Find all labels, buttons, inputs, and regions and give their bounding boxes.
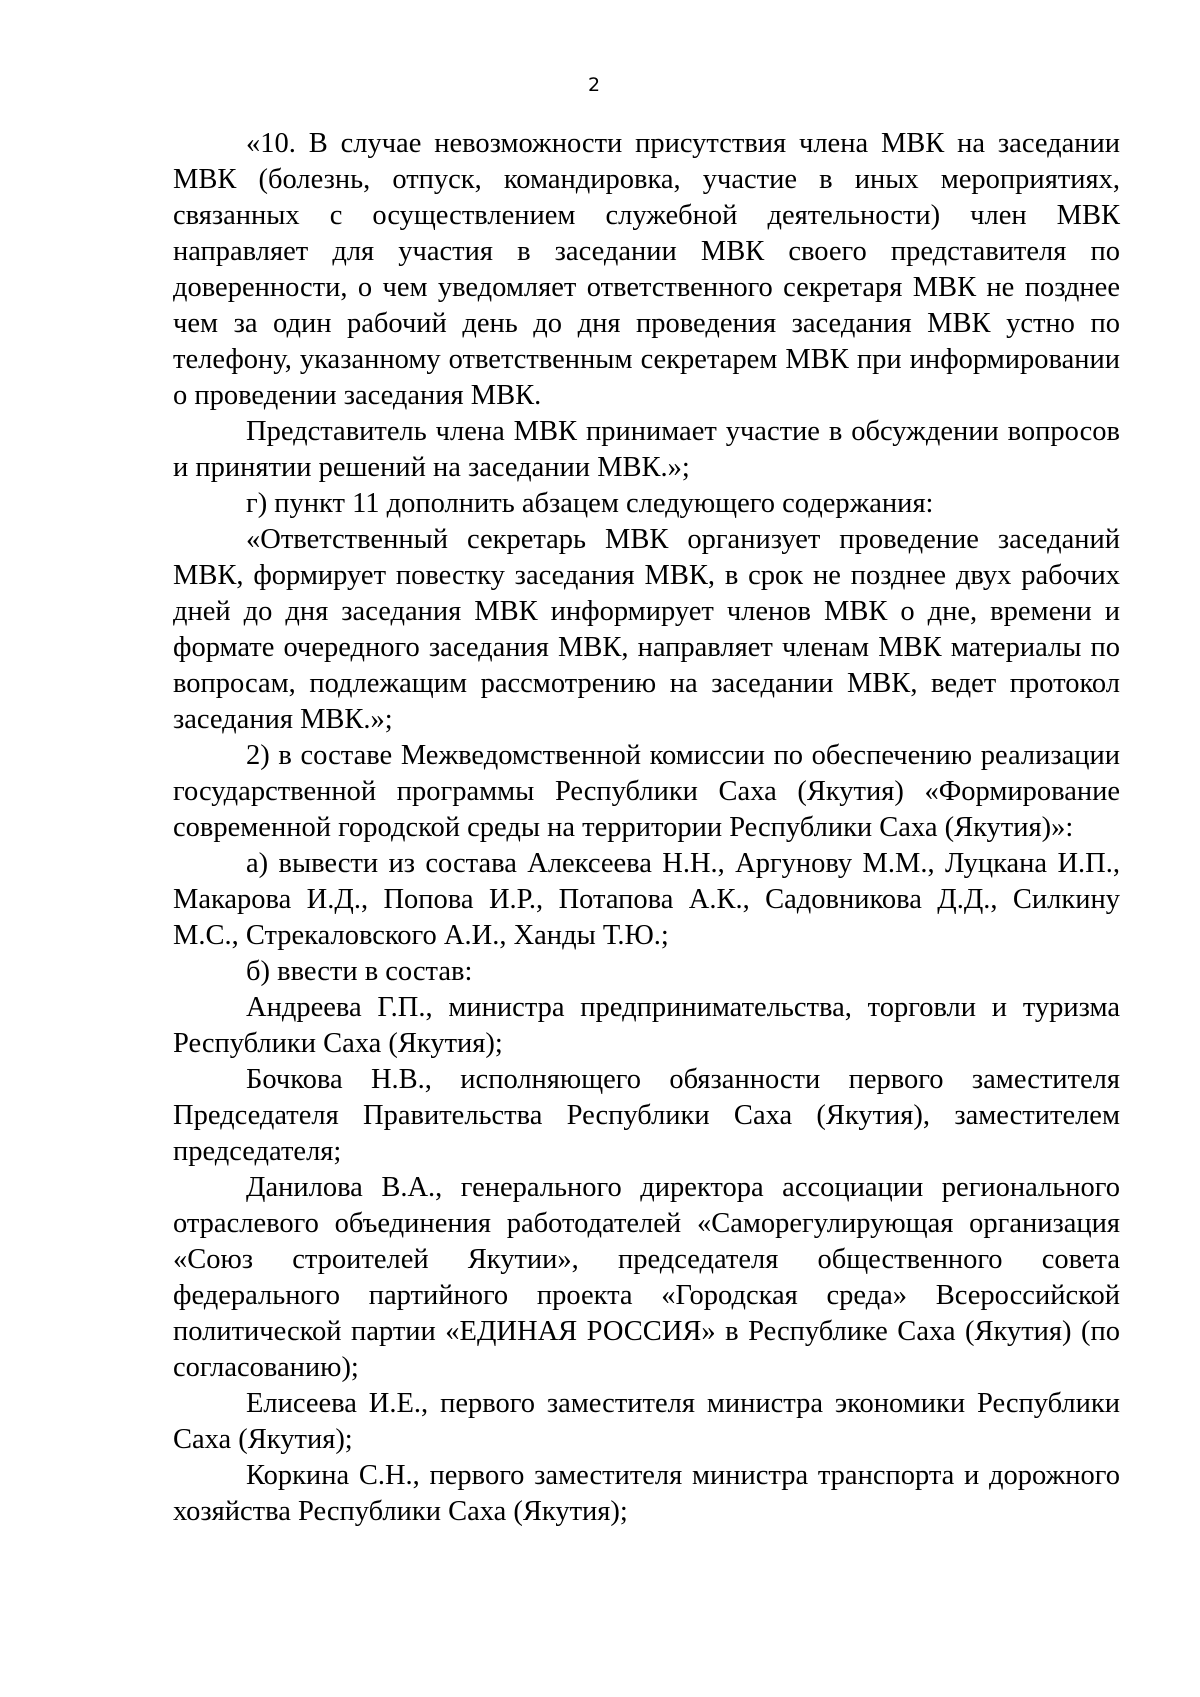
member-andreev: Андреева Г.П., министра предпринимательства, торговли и туризма Республики Саха (Якутия); [173,992,1120,1059]
paragraph-item-2: 2) в составе Межведомственной комиссии по обеспечению реализации государственной программы Республики Саха (Якутия) «Формирование современной городской среды на территории Республики Саха (Якутия)»: [173,740,1120,843]
member-bochkov: Бочкова Н.В., исполняющего обязанности первого заместителя Председателя Правительства Республики Саха (Якутия), заместителем председателя; [173,1064,1120,1167]
member-eliseev: Елисеева И.Е., первого заместителя министра экономики Республики Саха (Якутия); [173,1388,1120,1455]
paragraph-add-members: б) ввести в состав: [246,956,473,987]
page-number: 2 [587,74,601,96]
document-body [173,126,1120,1530]
paragraph-secretary-duties: «Ответственный секретарь МВК организует проведение заседаний МВК, формирует повестку заседания МВК, в срок не позднее двух рабочих дней до дня заседания МВК информирует членов МВК о дне, времени и формате очередного заседания МВК, направляет членам МВК материалы по вопросам, подлежащим рассмотрению на заседании МВК, ведет протокол заседания МВК.»; [173,524,1120,735]
member-danilov: Данилова В.А., генерального директора ассоциации регионального отраслевого объединения работодателей «Саморегулирующая организация «Союз строителей Якутии», председателя общественного совета федерального партийного проекта «Городская среда» Всероссийской политической партии «ЕДИНАЯ РОССИЯ» в Республике Саха (Якутия) (по согласованию); [173,1172,1120,1383]
paragraph-representative: Представитель члена МВК принимает участие в обсуждении вопросов и принятии решений на заседании МВК.»; [173,416,1120,483]
paragraph-subitem-g: г) пункт 11 дополнить абзацем следующего содержания: [246,488,934,519]
paragraph-item-10: «10. В случае невозможности присутствия члена МВК на заседании МВК (болезнь, отпуск, командировка, участие в иных мероприятиях, связанных с осуществлением служебной деятельности) член МВК направляет для участия в заседании МВК своего представителя по доверенности, о чем уведомляет ответственного секретаря МВК не позднее чем за один рабочий день до дня проведения заседания МВК устно по телефону, указанному ответственным секретарем МВК при информировании о проведении заседания МВК. [173,128,1120,411]
member-korkin: Коркина С.Н., первого заместителя министра транспорта и дорожного хозяйства Республики Саха (Якутия); [173,1460,1120,1527]
paragraph-remove-members: а) вывести из состава Алексеева Н.Н., Аргунову М.М., Луцкана И.П., Макарова И.Д., Попова И.Р., Потапова А.К., Садовникова Д.Д., Силкину М.С., Стрекаловского А.И., Ханды Т.Ю.; [173,848,1120,951]
